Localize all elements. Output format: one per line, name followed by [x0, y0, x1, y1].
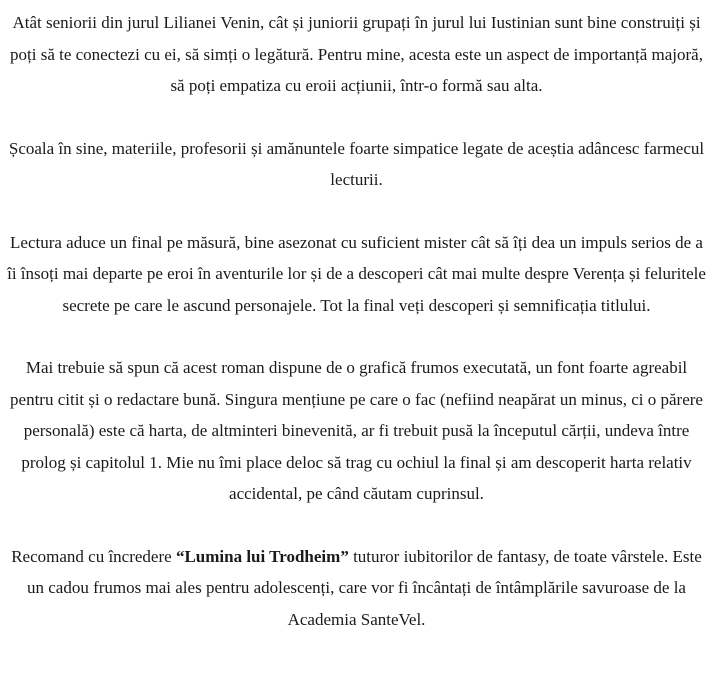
- recommendation-lead-text: Recomand cu încredere: [11, 546, 176, 566]
- paragraph-ending: Lectura aduce un final pe măsură, bine asezonat cu suficient mister cât să îți dea un impuls serios de a îi însoți mai departe pe eroi în aventurile lor și de a descoperi cât mai multe despre Verența și feluritele secrete pe care le ascund personajele. Tot la final veți descoperi și semnificația titlului.: [7, 232, 706, 315]
- paragraph-design: Mai trebuie să spun că acest roman dispune de o grafică frumos executată, un font foarte agreabil pentru citit și o redactare bună. Singura mențiune pe care o fac (nefiind neapărat un minus, ci o părere personală) este că harta, de altminteri binevenită, ar fi trebuit pusă la începutul cărții, undeva între prolog și capitolul 1. Mie nu îmi place deloc să trag cu ochiul la final și am descoperit harta relativ accidental, pe când căutam cuprinsul.: [10, 358, 703, 503]
- paragraph-school: Școala în sine, materiile, profesorii și amănuntele foarte simpatice legate de aceștia adâncesc farmecul lecturii.: [8, 138, 705, 189]
- paragraph-characters: Atât seniorii din jurul Lilianei Venin, cât și juniorii grupați în jurul lui Iustinian sunt bine construiți și poți să te conectezi cu ei, să simți o legătură. Pentru mine, acesta este un aspect de importanță majoră, să poți empatiza cu eroii acțiunii, într-o formă sau alta.: [10, 13, 703, 95]
- book-title: “Lumina lui Trodheim”: [175, 546, 349, 566]
- paragraph-recommendation: [6, 541, 707, 636]
- recommendation-tail-text: tuturor iubitorilor de fantasy, de toate vârstele. Este un cadou frumos mai ales pentru adolescenți, care vor fi încântați de întâmplările savuroase de la Academia SanteVel.: [27, 546, 702, 629]
